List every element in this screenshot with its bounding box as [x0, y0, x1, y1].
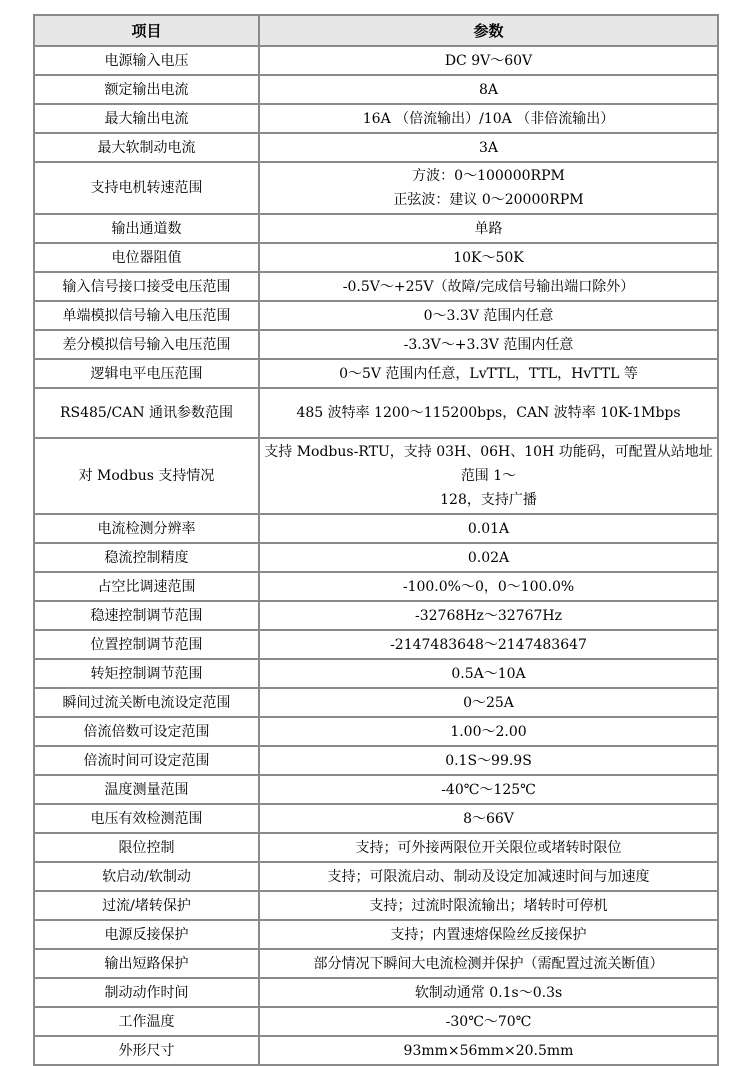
table-row — [34, 862, 718, 891]
table-row — [34, 388, 718, 438]
param-line: 93mm×56mm×20.5mm — [403, 1042, 574, 1059]
param-cell — [259, 75, 718, 104]
param-line: 1.00～2.00 — [450, 723, 527, 740]
param-cell — [259, 301, 718, 330]
param-cell — [259, 630, 718, 659]
param-line: 支持；可限流启动、制动及设定加减速时间与加速度 — [327, 868, 650, 885]
table-row — [34, 330, 718, 359]
column-header-item: 项目 — [34, 15, 259, 46]
param-cell — [259, 572, 718, 601]
table-row — [34, 688, 718, 717]
param-line: 正弦波：建议 0～20000RPM — [393, 192, 584, 208]
param-line: 10K～50K — [453, 249, 524, 266]
item-cell: 稳速控制调节范围 — [34, 601, 259, 630]
param-line: -100.0%～0，0～100.0% — [402, 578, 575, 595]
param-line: 128，支持广播 — [440, 492, 537, 508]
param-cell — [259, 746, 718, 775]
table-row — [34, 104, 718, 133]
param-cell — [259, 388, 718, 438]
item-cell: 稳流控制精度 — [34, 543, 259, 572]
table-row — [34, 1007, 718, 1036]
item-cell: 逻辑电平电压范围 — [34, 359, 259, 388]
param-cell — [259, 891, 718, 920]
table-row — [34, 746, 718, 775]
table-row — [34, 572, 718, 601]
item-cell: 支持电机转速范围 — [34, 162, 259, 214]
item-cell: 软启动/软制动 — [34, 862, 259, 891]
param-line: 0～5V 范围内任意，LvTTL，TTL，HvTTL 等 — [339, 365, 638, 382]
item-cell: 倍流时间可设定范围 — [34, 746, 259, 775]
table-row — [34, 438, 718, 514]
table-row — [34, 717, 718, 746]
table-row — [34, 833, 718, 862]
param-cell — [259, 162, 718, 214]
table-row — [34, 543, 718, 572]
param-cell — [259, 46, 718, 75]
param-line: 软制动通常 0.1s～0.3s — [414, 984, 563, 1001]
item-cell: 电源输入电压 — [34, 46, 259, 75]
table-row — [34, 272, 718, 301]
param-line: 3A — [478, 139, 499, 156]
table-row — [34, 162, 718, 214]
param-cell — [259, 330, 718, 359]
param-line: -30℃～70℃ — [445, 1013, 532, 1030]
table-row — [34, 601, 718, 630]
item-cell: 电位器阻值 — [34, 243, 259, 272]
spec-table — [33, 14, 719, 1066]
param-cell — [259, 920, 718, 949]
param-line: -0.5V～+25V（故障/完成信号输出端口除外） — [342, 278, 635, 295]
param-cell — [259, 438, 718, 514]
item-cell: 电流检测分辨率 — [34, 514, 259, 543]
param-cell — [259, 804, 718, 833]
item-cell: 最大输出电流 — [34, 104, 259, 133]
param-line: -2147483648～2147483647 — [390, 636, 587, 653]
param-line: -40℃～125℃ — [441, 781, 536, 798]
param-line: 485 波特率 1200～115200bps，CAN 波特率 10K-1Mbps — [296, 405, 681, 421]
param-line: -3.3V～+3.3V 范围内任意 — [403, 336, 574, 353]
table-row — [34, 949, 718, 978]
item-cell: 单端模拟信号输入电压范围 — [34, 301, 259, 330]
item-cell: 外形尺寸 — [34, 1036, 259, 1065]
table-row — [34, 775, 718, 804]
table-row — [34, 46, 718, 75]
param-line: 8A — [478, 81, 499, 98]
item-cell: 输出通道数 — [34, 214, 259, 243]
param-line: 支持；过流时限流输出；堵转时可停机 — [369, 897, 608, 914]
table-row — [34, 630, 718, 659]
table-row — [34, 75, 718, 104]
item-cell: 输出短路保护 — [34, 949, 259, 978]
table-row — [34, 920, 718, 949]
param-cell — [259, 359, 718, 388]
param-cell — [259, 514, 718, 543]
item-cell: 最大软制动电流 — [34, 133, 259, 162]
table-row — [34, 514, 718, 543]
table-row — [34, 133, 718, 162]
param-cell — [259, 659, 718, 688]
param-line: 0～3.3V 范围内任意 — [423, 307, 554, 324]
param-cell — [259, 214, 718, 243]
param-cell — [259, 862, 718, 891]
param-line: 0.02A — [467, 549, 510, 566]
table-row — [34, 891, 718, 920]
param-cell — [259, 978, 718, 1007]
spec-table-body — [34, 46, 718, 1065]
item-cell: 过流/堵转保护 — [34, 891, 259, 920]
table-row — [34, 301, 718, 330]
item-cell: 额定输出电流 — [34, 75, 259, 104]
item-cell: 电源反接保护 — [34, 920, 259, 949]
item-cell: RS485/CAN 通讯参数范围 — [34, 388, 259, 438]
item-cell: 位置控制调节范围 — [34, 630, 259, 659]
param-cell — [259, 104, 718, 133]
column-header-param: 参数 — [259, 15, 718, 46]
table-row — [34, 659, 718, 688]
param-cell — [259, 775, 718, 804]
param-cell — [259, 272, 718, 301]
param-line: DC 9V～60V — [444, 52, 533, 69]
param-line: 部分情况下瞬间大电流检测并保护（需配置过流关断值） — [313, 955, 664, 972]
param-line: 16A （倍流输出）/10A （非倍流输出） — [362, 110, 615, 127]
item-cell: 倍流倍数可设定范围 — [34, 717, 259, 746]
item-cell: 瞬间过流关断电流设定范围 — [34, 688, 259, 717]
spec-table-header — [34, 15, 718, 46]
item-cell: 电压有效检测范围 — [34, 804, 259, 833]
item-cell: 温度测量范围 — [34, 775, 259, 804]
param-line: 单路 — [474, 220, 503, 237]
table-row — [34, 978, 718, 1007]
param-line: 0.5A～10A — [451, 665, 526, 682]
param-line: -32768Hz～32767Hz — [415, 607, 562, 624]
param-cell — [259, 243, 718, 272]
param-cell — [259, 949, 718, 978]
param-cell — [259, 601, 718, 630]
param-cell — [259, 717, 718, 746]
item-cell: 转矩控制调节范围 — [34, 659, 259, 688]
param-line: 0.01A — [467, 520, 510, 537]
param-line: 支持；可外接两限位开关限位或堵转时限位 — [355, 839, 622, 856]
param-cell — [259, 1007, 718, 1036]
header-row — [34, 15, 718, 46]
param-line: 0～25A — [463, 694, 514, 711]
item-cell: 占空比调速范围 — [34, 572, 259, 601]
param-line: 支持；内置速熔保险丝反接保护 — [390, 926, 587, 943]
item-cell: 对 Modbus 支持情况 — [34, 438, 259, 514]
param-line: 0.1S～99.9S — [445, 752, 532, 769]
table-row — [34, 1036, 718, 1065]
param-line: 8～66V — [463, 810, 514, 827]
param-cell — [259, 688, 718, 717]
param-cell — [259, 543, 718, 572]
table-row — [34, 214, 718, 243]
param-cell — [259, 833, 718, 862]
item-cell: 工作温度 — [34, 1007, 259, 1036]
param-cell — [259, 133, 718, 162]
item-cell: 限位控制 — [34, 833, 259, 862]
item-cell: 差分模拟信号输入电压范围 — [34, 330, 259, 359]
item-cell: 制动动作时间 — [34, 978, 259, 1007]
table-row — [34, 804, 718, 833]
table-row — [34, 359, 718, 388]
param-line: 支持 Modbus-RTU，支持 03H、06H、10H 功能码，可配置从站地址范围 1～ — [264, 444, 713, 484]
table-row — [34, 243, 718, 272]
param-cell — [259, 1036, 718, 1065]
item-cell: 输入信号接口接受电压范围 — [34, 272, 259, 301]
param-line: 方波：0～100000RPM — [412, 168, 565, 184]
